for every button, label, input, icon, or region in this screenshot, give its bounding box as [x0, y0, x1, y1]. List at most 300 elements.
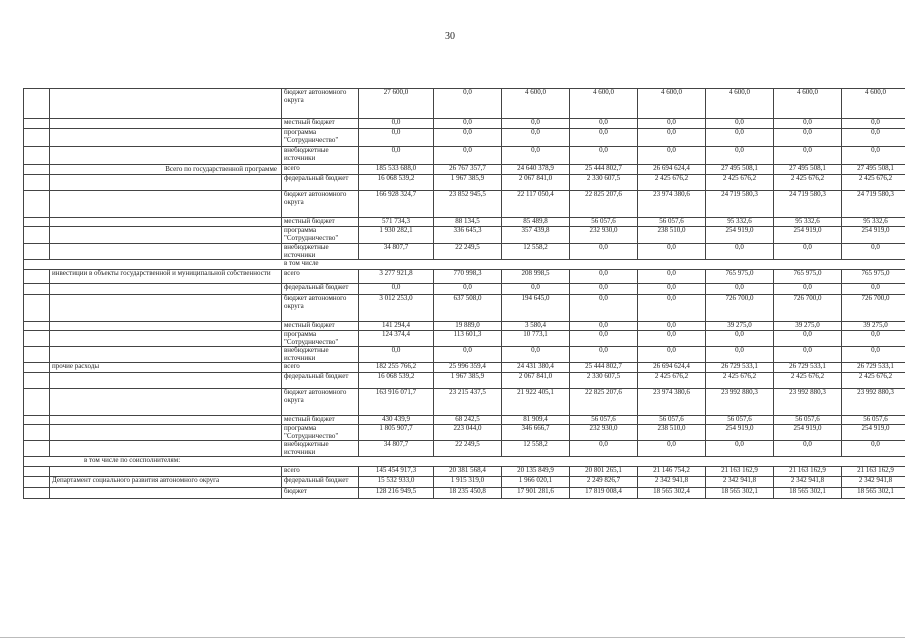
funding-source: программа "Сотрудничество": [282, 425, 359, 441]
value-cell: 2 425 676,2: [774, 373, 842, 389]
group-label: инвестиции в объекты государственной и муниципальной собственности: [50, 270, 282, 284]
value-cell: 12 558,2: [502, 244, 570, 260]
value-cell: 0,0: [570, 147, 638, 165]
value-cell: 26 767 357,7: [434, 165, 502, 175]
value-cell: 238 510,0: [638, 227, 706, 244]
value-cell: 0,0: [774, 441, 842, 457]
funding-source: местный бюджет: [282, 416, 359, 425]
table-row: [24, 331, 905, 347]
value-cell: 185 533 688,0: [359, 165, 434, 175]
value-cell: 24 719 580,3: [842, 191, 905, 218]
row-number-cell: [24, 373, 50, 389]
value-cell: 27 495 508,1: [842, 165, 905, 175]
value-cell: 0,0: [706, 331, 774, 347]
value-cell: 0,0: [774, 284, 842, 295]
row-number-cell: [24, 89, 50, 119]
value-cell: 0,0: [638, 244, 706, 260]
funding-source: бюджет автономного округа: [282, 389, 359, 416]
value-cell: 0,0: [842, 147, 905, 165]
value-cell: 19 889,0: [434, 322, 502, 331]
group-label: [50, 416, 282, 425]
table-row: [24, 488, 905, 499]
value-cell: 0,0: [706, 441, 774, 457]
value-cell: 765 975,0: [706, 270, 774, 284]
value-cell: 56 057,6: [570, 218, 638, 227]
value-cell: 95 332,6: [842, 218, 905, 227]
table-row: [24, 441, 905, 457]
value-cell: 0,0: [570, 331, 638, 347]
value-cell: 163 916 071,7: [359, 389, 434, 416]
value-cell: 141 294,4: [359, 322, 434, 331]
value-cell: 10 773,1: [502, 331, 570, 347]
table-row: [24, 284, 905, 295]
page-number: 30: [445, 31, 455, 42]
group-label: [50, 129, 282, 147]
value-cell: 0,0: [570, 322, 638, 331]
value-cell: 0,0: [570, 441, 638, 457]
value-cell: 4 600,0: [842, 89, 905, 119]
budget-table: [23, 88, 905, 499]
value-cell: 0,0: [434, 89, 502, 119]
funding-source: бюджет автономного округа: [282, 191, 359, 218]
value-cell: 95 332,6: [706, 218, 774, 227]
value-cell: 1 967 385,9: [434, 175, 502, 191]
value-cell: 18 565 302,1: [706, 488, 774, 499]
value-cell: 39 275,0: [842, 322, 905, 331]
value-cell: 254 919,0: [774, 227, 842, 244]
value-cell: 1 930 282,1: [359, 227, 434, 244]
value-cell: 1 805 907,7: [359, 425, 434, 441]
value-cell: 0,0: [502, 147, 570, 165]
group-label: [50, 322, 282, 331]
group-label: [50, 295, 282, 322]
row-number-cell: [24, 488, 50, 499]
value-cell: 0,0: [842, 347, 905, 363]
value-cell: 223 044,0: [434, 425, 502, 441]
value-cell: 0,0: [638, 129, 706, 147]
table-row: [24, 227, 905, 244]
value-cell: 0,0: [638, 284, 706, 295]
value-cell: 18 565 302,1: [842, 488, 905, 499]
value-cell: 22 249,5: [434, 441, 502, 457]
value-cell: 4 600,0: [706, 89, 774, 119]
group-label: прочие расходы: [50, 363, 282, 373]
section-label: в том числе: [24, 260, 905, 270]
row-number-cell: [24, 322, 50, 331]
value-cell: 2 342 941,8: [638, 477, 706, 488]
value-cell: 2 425 676,2: [638, 373, 706, 389]
value-cell: 2 425 676,2: [842, 373, 905, 389]
table-row: [24, 129, 905, 147]
row-number-cell: [24, 227, 50, 244]
value-cell: 0,0: [774, 129, 842, 147]
value-cell: 39 275,0: [706, 322, 774, 331]
value-cell: 430 439,9: [359, 416, 434, 425]
group-label: [50, 175, 282, 191]
value-cell: 0,0: [570, 270, 638, 284]
value-cell: 26 729 533,1: [774, 363, 842, 373]
section-label: в том числе по соисполнителям:: [24, 457, 905, 467]
value-cell: 0,0: [434, 347, 502, 363]
value-cell: 2 342 941,8: [774, 477, 842, 488]
value-cell: 20 381 568,4: [434, 467, 502, 477]
value-cell: 16 068 539,2: [359, 373, 434, 389]
value-cell: 0,0: [842, 119, 905, 129]
table-row: [24, 389, 905, 416]
group-label: [50, 425, 282, 441]
value-cell: 0,0: [774, 244, 842, 260]
value-cell: 182 255 766,2: [359, 363, 434, 373]
value-cell: 571 734,3: [359, 218, 434, 227]
value-cell: 81 909,4: [502, 416, 570, 425]
value-cell: 27 600,0: [359, 89, 434, 119]
value-cell: 124 374,4: [359, 331, 434, 347]
value-cell: 0,0: [842, 441, 905, 457]
value-cell: 726 700,0: [706, 295, 774, 322]
value-cell: 0,0: [638, 295, 706, 322]
value-cell: 26 729 533,1: [842, 363, 905, 373]
value-cell: 0,0: [359, 129, 434, 147]
value-cell: 0,0: [706, 147, 774, 165]
value-cell: 22 117 050,4: [502, 191, 570, 218]
row-number-cell: [24, 425, 50, 441]
table-row: [24, 363, 905, 373]
group-label: [50, 89, 282, 119]
value-cell: 0,0: [638, 147, 706, 165]
table-row: [24, 244, 905, 260]
value-cell: 56 057,6: [638, 416, 706, 425]
table-row: [24, 347, 905, 363]
value-cell: 0,0: [842, 331, 905, 347]
group-label: [50, 244, 282, 260]
funding-source: всего: [282, 270, 359, 284]
value-cell: 1 966 020,1: [502, 477, 570, 488]
value-cell: 2 425 676,2: [842, 175, 905, 191]
value-cell: 21 163 162,9: [842, 467, 905, 477]
group-label: [50, 331, 282, 347]
value-cell: 39 275,0: [774, 322, 842, 331]
funding-source: программа "Сотрудничество": [282, 227, 359, 244]
funding-source: местный бюджет: [282, 218, 359, 227]
group-label: [50, 227, 282, 244]
value-cell: 0,0: [774, 147, 842, 165]
table-row: [24, 416, 905, 425]
scan-edge-line: [0, 637, 905, 638]
value-cell: 254 919,0: [706, 425, 774, 441]
value-cell: 22 249,5: [434, 244, 502, 260]
funding-source: внебюджетные источники: [282, 347, 359, 363]
value-cell: 23 992 880,3: [842, 389, 905, 416]
funding-source: местный бюджет: [282, 119, 359, 129]
value-cell: 21 146 754,2: [638, 467, 706, 477]
value-cell: 0,0: [434, 129, 502, 147]
table-row: [24, 295, 905, 322]
value-cell: 18 565 302,1: [774, 488, 842, 499]
value-cell: 26 694 624,4: [638, 165, 706, 175]
value-cell: 0,0: [638, 441, 706, 457]
value-cell: 0,0: [638, 119, 706, 129]
value-cell: 0,0: [706, 284, 774, 295]
value-cell: 2 425 676,2: [706, 373, 774, 389]
value-cell: 25 444 802,7: [570, 363, 638, 373]
value-cell: 336 645,3: [434, 227, 502, 244]
funding-source: программа "Сотрудничество": [282, 331, 359, 347]
group-label: [50, 389, 282, 416]
value-cell: 3 012 253,0: [359, 295, 434, 322]
value-cell: 23 974 380,6: [638, 191, 706, 218]
value-cell: 17 819 008,4: [570, 488, 638, 499]
value-cell: 0,0: [774, 347, 842, 363]
value-cell: 17 901 281,6: [502, 488, 570, 499]
table-row: [24, 322, 905, 331]
value-cell: 2 067 841,0: [502, 373, 570, 389]
value-cell: 0,0: [706, 244, 774, 260]
value-cell: 18 235 450,8: [434, 488, 502, 499]
value-cell: 0,0: [774, 331, 842, 347]
row-number-cell: [24, 389, 50, 416]
value-cell: 357 439,8: [502, 227, 570, 244]
row-number-cell: [24, 270, 50, 284]
table-row: [24, 147, 905, 165]
value-cell: 238 510,0: [638, 425, 706, 441]
row-number-cell: [24, 191, 50, 218]
value-cell: 0,0: [570, 347, 638, 363]
funding-source: внебюджетные источники: [282, 147, 359, 165]
table-row: [24, 270, 905, 284]
value-cell: 128 216 949,5: [359, 488, 434, 499]
value-cell: 3 580,4: [502, 322, 570, 331]
value-cell: 25 996 359,4: [434, 363, 502, 373]
value-cell: 26 729 533,1: [706, 363, 774, 373]
value-cell: 0,0: [706, 347, 774, 363]
funding-source: всего: [282, 363, 359, 373]
group-label: [50, 347, 282, 363]
row-number-cell: [24, 244, 50, 260]
value-cell: 0,0: [706, 119, 774, 129]
row-number-cell: [24, 175, 50, 191]
value-cell: 34 807,7: [359, 244, 434, 260]
value-cell: 765 975,0: [774, 270, 842, 284]
value-cell: 1 967 385,9: [434, 373, 502, 389]
value-cell: 23 852 945,5: [434, 191, 502, 218]
value-cell: 0,0: [638, 322, 706, 331]
value-cell: 0,0: [434, 119, 502, 129]
row-number-cell: [24, 147, 50, 165]
value-cell: 15 532 933,0: [359, 477, 434, 488]
table-row: [24, 467, 905, 477]
value-cell: 254 919,0: [842, 425, 905, 441]
row-number-cell: [24, 467, 50, 477]
value-cell: 2 425 676,2: [774, 175, 842, 191]
value-cell: 24 719 580,3: [706, 191, 774, 218]
value-cell: 2 067 841,0: [502, 175, 570, 191]
value-cell: 726 700,0: [842, 295, 905, 322]
value-cell: 0,0: [842, 284, 905, 295]
funding-source: местный бюджет: [282, 322, 359, 331]
value-cell: 2 425 676,2: [638, 175, 706, 191]
table-row: [24, 89, 905, 119]
value-cell: 56 057,6: [706, 416, 774, 425]
value-cell: 95 332,6: [774, 218, 842, 227]
value-cell: 18 565 302,4: [638, 488, 706, 499]
row-number-cell: [24, 347, 50, 363]
value-cell: 34 807,7: [359, 441, 434, 457]
value-cell: 4 600,0: [570, 89, 638, 119]
value-cell: 0,0: [774, 119, 842, 129]
funding-source: бюджет: [282, 488, 359, 499]
value-cell: 208 998,5: [502, 270, 570, 284]
value-cell: 726 700,0: [774, 295, 842, 322]
value-cell: 232 930,0: [570, 425, 638, 441]
funding-source: бюджет автономного округа: [282, 89, 359, 119]
table-row: [24, 477, 905, 488]
row-number-cell: [24, 284, 50, 295]
value-cell: 25 444 802,7: [570, 165, 638, 175]
value-cell: 765 975,0: [842, 270, 905, 284]
value-cell: 24 719 580,3: [774, 191, 842, 218]
group-label: [50, 467, 282, 477]
value-cell: 1 915 319,0: [434, 477, 502, 488]
group-label: Всего по государственной программе: [50, 165, 282, 175]
value-cell: 0,0: [842, 129, 905, 147]
value-cell: 23 215 437,5: [434, 389, 502, 416]
table-row: [24, 165, 905, 175]
row-number-cell: [24, 477, 50, 488]
row-number-cell: [24, 416, 50, 425]
value-cell: 0,0: [359, 284, 434, 295]
value-cell: 68 242,5: [434, 416, 502, 425]
row-number-cell: [24, 363, 50, 373]
value-cell: 194 645,0: [502, 295, 570, 322]
table-row: [24, 175, 905, 191]
value-cell: 0,0: [570, 119, 638, 129]
group-label: [50, 147, 282, 165]
value-cell: 0,0: [842, 244, 905, 260]
value-cell: 0,0: [359, 347, 434, 363]
value-cell: 3 277 921,8: [359, 270, 434, 284]
value-cell: 88 134,5: [434, 218, 502, 227]
group-label: [50, 373, 282, 389]
group-label: Департамент социального развития автономного округа: [50, 477, 282, 488]
table-row: [24, 119, 905, 129]
value-cell: 0,0: [359, 147, 434, 165]
table-row: [24, 191, 905, 218]
value-cell: 254 919,0: [706, 227, 774, 244]
funding-source: федеральный бюджет: [282, 284, 359, 295]
row-number-cell: [24, 165, 50, 175]
value-cell: 166 928 324,7: [359, 191, 434, 218]
funding-source: программа "Сотрудничество": [282, 129, 359, 147]
value-cell: 0,0: [434, 147, 502, 165]
value-cell: 16 068 539,2: [359, 175, 434, 191]
value-cell: 0,0: [706, 129, 774, 147]
value-cell: 23 992 880,3: [706, 389, 774, 416]
value-cell: 56 057,6: [638, 218, 706, 227]
value-cell: 0,0: [638, 347, 706, 363]
value-cell: 27 495 508,1: [774, 165, 842, 175]
value-cell: 56 057,6: [842, 416, 905, 425]
value-cell: 26 694 624,4: [638, 363, 706, 373]
funding-source: всего: [282, 165, 359, 175]
funding-source: всего: [282, 467, 359, 477]
row-number-cell: [24, 119, 50, 129]
value-cell: 20 135 849,9: [502, 467, 570, 477]
value-cell: 0,0: [570, 244, 638, 260]
value-cell: 232 930,0: [570, 227, 638, 244]
value-cell: 20 801 265,1: [570, 467, 638, 477]
group-label: [50, 191, 282, 218]
row-number-cell: [24, 441, 50, 457]
value-cell: 0,0: [502, 347, 570, 363]
value-cell: 0,0: [638, 331, 706, 347]
value-cell: 637 508,0: [434, 295, 502, 322]
value-cell: 23 992 880,3: [774, 389, 842, 416]
value-cell: 21 163 162,9: [774, 467, 842, 477]
value-cell: 0,0: [502, 119, 570, 129]
value-cell: 21 922 405,1: [502, 389, 570, 416]
value-cell: 0,0: [638, 270, 706, 284]
value-cell: 0,0: [570, 129, 638, 147]
row-number-cell: [24, 218, 50, 227]
value-cell: 56 057,6: [774, 416, 842, 425]
value-cell: 2 342 941,8: [706, 477, 774, 488]
funding-source: внебюджетные источники: [282, 244, 359, 260]
value-cell: 21 163 162,9: [706, 467, 774, 477]
value-cell: 346 666,7: [502, 425, 570, 441]
funding-source: бюджет автономного округа: [282, 295, 359, 322]
value-cell: 85 489,8: [502, 218, 570, 227]
value-cell: 254 919,0: [842, 227, 905, 244]
row-number-cell: [24, 129, 50, 147]
value-cell: 23 974 380,6: [638, 389, 706, 416]
funding-source: внебюджетные источники: [282, 441, 359, 457]
value-cell: 24 640 378,9: [502, 165, 570, 175]
value-cell: 2 425 676,2: [706, 175, 774, 191]
section-row: [24, 260, 905, 270]
funding-source: федеральный бюджет: [282, 373, 359, 389]
group-label: [50, 119, 282, 129]
section-row: [24, 457, 905, 467]
value-cell: 254 919,0: [774, 425, 842, 441]
value-cell: 770 998,3: [434, 270, 502, 284]
value-cell: 2 330 607,5: [570, 373, 638, 389]
value-cell: 12 558,2: [502, 441, 570, 457]
value-cell: 27 495 508,1: [706, 165, 774, 175]
value-cell: 4 600,0: [638, 89, 706, 119]
value-cell: 22 825 207,6: [570, 191, 638, 218]
value-cell: 4 600,0: [774, 89, 842, 119]
value-cell: 4 600,0: [502, 89, 570, 119]
value-cell: 0,0: [502, 284, 570, 295]
funding-source: федеральный бюджет: [282, 477, 359, 488]
value-cell: 0,0: [502, 129, 570, 147]
value-cell: 56 057,6: [570, 416, 638, 425]
value-cell: 145 454 917,3: [359, 467, 434, 477]
funding-source: федеральный бюджет: [282, 175, 359, 191]
row-number-cell: [24, 295, 50, 322]
table-row: [24, 218, 905, 227]
value-cell: 2 330 607,5: [570, 175, 638, 191]
value-cell: 2 249 826,7: [570, 477, 638, 488]
group-label: [50, 218, 282, 227]
group-label: [50, 441, 282, 457]
value-cell: 22 825 207,6: [570, 389, 638, 416]
table-row: [24, 425, 905, 441]
value-cell: 2 342 941,8: [842, 477, 905, 488]
value-cell: 0,0: [434, 284, 502, 295]
value-cell: 0,0: [570, 295, 638, 322]
group-label: [50, 488, 282, 499]
